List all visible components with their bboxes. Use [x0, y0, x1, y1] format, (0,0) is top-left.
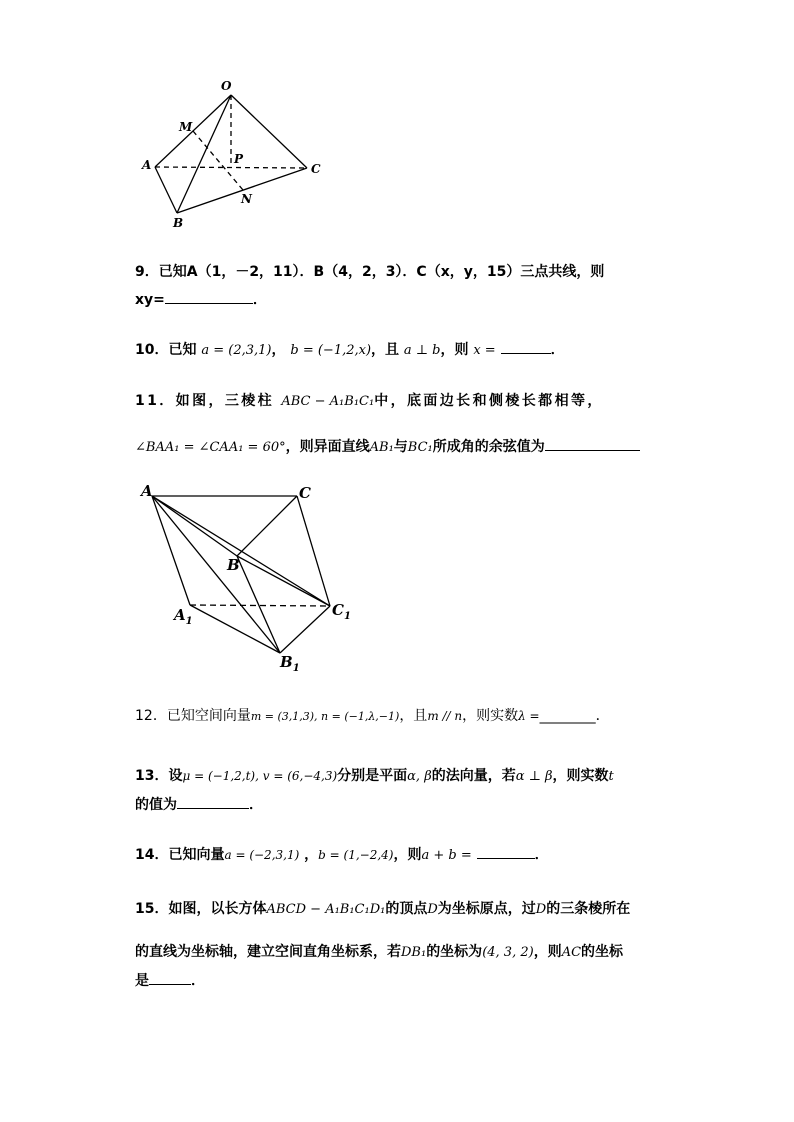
- prism-figure: [135, 478, 365, 673]
- q10-mid: ，且: [371, 342, 400, 358]
- q13-mid2: 的法向量，若: [431, 768, 516, 784]
- edge-BC: [177, 168, 307, 213]
- question-10: [135, 340, 565, 360]
- edge-AB: [152, 496, 237, 556]
- edge-B1C1: [280, 606, 330, 653]
- q11-angles: ∠BAA₁ = ∠CAA₁ = 60°: [135, 440, 286, 455]
- q10-prefix: 10．已知: [135, 342, 197, 358]
- label-O: O: [221, 79, 232, 93]
- edge-BC: [237, 496, 297, 556]
- q15-line2-mid: 的坐标为: [426, 944, 483, 960]
- q11-answer-blank[interactable]: [545, 437, 640, 451]
- label-M: M: [179, 120, 193, 134]
- segment-AC1: [152, 496, 330, 606]
- label-C: C: [311, 162, 321, 176]
- q13-mid: 分别是平面: [337, 768, 408, 784]
- q13-vectors: μ = (−1,2,t), v = (6,−4,3): [182, 769, 338, 783]
- q14-vector-a: a = (−2,3,1): [224, 848, 300, 862]
- q10-vector-a: a = (2,3,1): [201, 343, 272, 358]
- question-11-line1: [135, 392, 604, 411]
- q13-mid3: ，则实数: [552, 768, 609, 784]
- question-15-line1: [135, 900, 630, 919]
- q12-mid: ，且: [399, 708, 428, 724]
- edge-AB: [155, 167, 177, 213]
- q15-mid: 的顶点: [385, 901, 428, 917]
- q14-sum: a + b =: [421, 848, 472, 863]
- question-13-line1: [135, 767, 614, 786]
- edge-OB: [177, 95, 231, 213]
- q10-vector-b: b = (−1,2,x): [290, 343, 372, 358]
- q13-planes: α, β: [407, 769, 432, 784]
- pyramid-figure: [135, 75, 335, 235]
- q10-perp: a ⊥ b: [403, 343, 441, 358]
- q14-prefix: 14．已知向量: [135, 847, 225, 863]
- label-C1: $C_1$: [332, 601, 351, 622]
- q11-suffix2: 所成角的余弦值为: [432, 439, 545, 455]
- q15-mid2: 为坐标原点，过: [437, 901, 536, 917]
- q9-prefix: xy=: [135, 292, 165, 308]
- q13-suffix: ．: [249, 797, 263, 813]
- q10-answer-blank[interactable]: [501, 340, 551, 354]
- label-A: A: [142, 158, 152, 172]
- question-15-line3: [135, 971, 205, 990]
- q12-mid2: ，则实数: [462, 708, 519, 724]
- edge-A1C1: [190, 605, 330, 606]
- q11-bc1: BC₁: [407, 440, 433, 455]
- q15-answer-blank[interactable]: [149, 971, 191, 985]
- edge-CC1: [297, 496, 330, 606]
- q11-mid: ，则异面直线: [285, 439, 370, 455]
- q15-line2-suffix: 的坐标: [581, 944, 624, 960]
- q15-ac: AC: [561, 945, 582, 960]
- q12-suffix: ．: [595, 708, 610, 724]
- question-9-line2: [135, 290, 267, 309]
- label-C: C: [299, 484, 311, 502]
- label-B: B: [227, 556, 240, 574]
- question-14: [135, 845, 549, 865]
- question-11-line2: [135, 437, 640, 457]
- q11-prism: ABC − A₁B₁C₁: [281, 394, 375, 409]
- q13-answer-blank[interactable]: [177, 795, 249, 809]
- q15-suffix: ．: [191, 973, 205, 989]
- q11-ab1: AB₁: [369, 440, 394, 455]
- q15-d: D: [427, 902, 438, 917]
- q15-line2-mid2: ，则: [533, 944, 562, 960]
- question-13-line2: [135, 795, 263, 814]
- q12-var: λ =: [518, 709, 540, 723]
- q10-var: x =: [473, 343, 496, 358]
- q12-parallel: m // n: [427, 709, 463, 723]
- question-9-line1: 9．已知A（1，－2，11）．B（4，2，3）．C（x，y，15）三点共线，则: [135, 264, 605, 280]
- q14-vector-b: b = (1,−2,4): [318, 848, 394, 862]
- q12-answer-blank[interactable]: ________: [539, 708, 596, 724]
- q12-prefix: 12．已知空间向量: [135, 708, 251, 724]
- q13-line2: 的值为: [135, 797, 177, 813]
- edge-AA1: [152, 496, 190, 605]
- label-N: N: [241, 192, 252, 206]
- q14-mid: ，则: [393, 847, 422, 863]
- q9-suffix: ．: [252, 292, 267, 308]
- label-P: P: [234, 152, 244, 166]
- q15-line2-prefix: 的直线为坐标轴，建立空间直角坐标系，若: [135, 944, 401, 960]
- q15-prefix: 15．如图，以长方体: [135, 901, 267, 917]
- q11-suffix: 中，底面边长和侧棱长都相等，: [374, 393, 604, 409]
- question-15-line2: [135, 943, 623, 962]
- q15-suffix1: 的三条棱所在: [546, 901, 631, 917]
- q10-mid2: ，则: [440, 342, 469, 358]
- q10-suffix: ．: [550, 342, 565, 358]
- q14-suffix: ．: [534, 847, 549, 863]
- segment-AB1: [152, 496, 280, 653]
- q9-answer-blank[interactable]: [165, 290, 253, 304]
- q11-with: 与: [393, 439, 408, 455]
- q15-box: ABCD − A₁B₁C₁D₁: [266, 902, 386, 917]
- edge-A1B1: [190, 605, 280, 653]
- label-A: A: [141, 482, 153, 500]
- q13-var: t: [608, 769, 614, 784]
- q15-line3: 是: [135, 973, 149, 989]
- label-A1: $A_1$: [174, 606, 193, 627]
- q15-d2: D: [535, 902, 547, 917]
- question-12: [135, 707, 610, 726]
- q15-coords: (4, 3, 2): [482, 945, 534, 960]
- q13-perp: α ⊥ β: [515, 769, 553, 784]
- label-B: B: [173, 216, 184, 230]
- q13-prefix: 13．设: [135, 768, 183, 784]
- q14-answer-blank[interactable]: [477, 845, 535, 859]
- q11-prefix: 11．如图，三棱柱: [135, 393, 275, 409]
- q10-sep: ，: [271, 342, 286, 358]
- segment-BC1: [237, 556, 330, 606]
- q12-vectors: m = (3,1,3), n = (−1,λ,−1): [250, 710, 400, 723]
- q14-sep: ，: [304, 847, 319, 863]
- label-B1: $B_1$: [280, 653, 300, 673]
- q15-db1: DB₁: [401, 945, 427, 960]
